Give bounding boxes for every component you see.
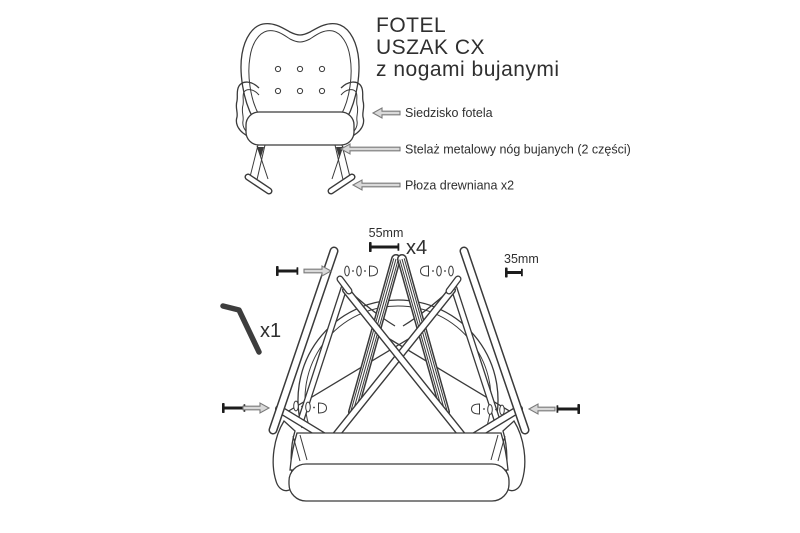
center-leg-stripes [351,258,447,412]
part-label-seat [373,106,493,120]
bolt-35mm-icon [505,268,523,278]
upside-down-seat [273,421,525,501]
part-label-seat-text: Siedzisko fotela [405,106,493,120]
seat-shell-outer-arc [298,300,498,428]
part-label-frame [341,143,631,157]
page-title [376,14,560,81]
allen-key-quantity: x1 [260,320,282,342]
chair-illustration [236,24,363,191]
tufting-buttons-icon [275,66,324,93]
insertion-arrow-icon [529,404,555,414]
legend-screw-55mm [369,226,427,259]
screw-35mm-length: 35mm [504,252,539,266]
bolt-55mm-icon [369,242,399,252]
chair-backrest-inner-line [249,31,351,115]
pointer-arrow-icon [373,108,400,118]
part-label-runner-text: Płoza drewniana x2 [405,178,515,193]
chair-seat-cushion [246,112,354,145]
chair-runner-right-icon [331,177,352,191]
screw-55mm-quantity: x4 [406,237,428,259]
insertion-mid-left [222,403,269,413]
part-label-frame-text: Stelaż metalowy nóg bujanych (2 części) [405,142,631,157]
pointer-arrow-icon [353,180,400,190]
legend-allen-key [223,306,281,352]
insertion-top-left [276,266,331,276]
bolt-icon [557,404,581,414]
title-line-1: FOTEL [376,14,447,37]
title-line-2: USZAK CX [376,36,486,59]
top-brackets [340,279,458,291]
legend-screw-35mm [504,252,539,278]
insertion-mid-right [529,404,580,414]
allen-key-icon [223,306,259,352]
title-line-3: z nogami bujanymi [376,58,560,81]
insertion-arrow-icon [243,403,269,413]
center-legs [351,258,447,412]
part-label-runner [353,179,514,193]
chair-runner-left-icon [248,177,269,191]
seat-backrest-roll [289,464,509,501]
bolt-icon [276,266,298,276]
bolt-icon [222,403,245,413]
pointer-arrow-icon [341,144,400,154]
assembly-diagram [222,251,580,501]
screw-55mm-length: 55mm [368,226,404,240]
screw-hardware-top-right-icon [421,266,454,276]
screw-hardware-top-left-icon [345,266,378,276]
